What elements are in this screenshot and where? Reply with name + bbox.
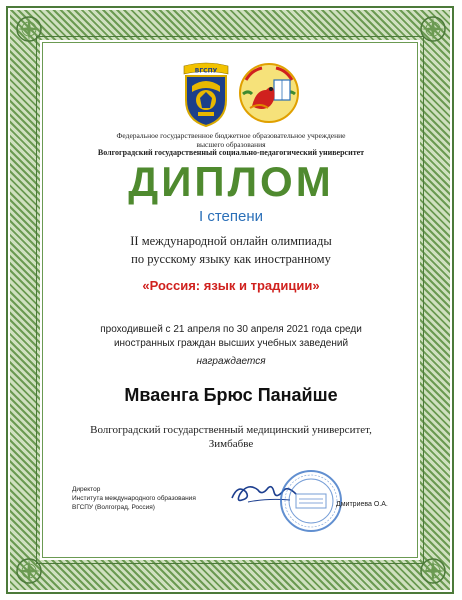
period-line-1: проходившей с 21 апреля по 30 апреля 2021 года среди [100, 324, 362, 335]
olympiad-line-2: по русскому языку как иностранному [131, 252, 331, 266]
university-crest-icon [178, 62, 234, 128]
corner-ornament-icon [12, 554, 46, 588]
corner-ornament-icon [416, 554, 450, 588]
recipient-university-line-2: Зимбабве [208, 438, 254, 450]
official-stamp-icon [278, 468, 344, 534]
signatory-role: Директор [72, 486, 101, 493]
signatory-institute: Института международного образования [72, 495, 196, 502]
olympiad-emblem-icon [238, 60, 300, 126]
awarded-label: награждается [196, 356, 266, 367]
corner-ornament-icon [416, 12, 450, 46]
institution-line-2: высшего образования [196, 140, 266, 149]
signatory-org: ВГСПУ (Волгоград, Россия) [72, 504, 155, 511]
recipient-university-line-1: Волгоградский государственный медицинский университет, [90, 424, 372, 436]
institution-line-1: Федеральное государственное бюджетное образовательное учреждение [116, 131, 346, 140]
crest-banner-text: ВГСПУ [194, 67, 218, 75]
olympiad-theme: «Россия: язык и традиции» [142, 278, 320, 293]
diploma-degree: I степени [198, 208, 263, 225]
olympiad-line-1: II международной онлайн олимпиады [130, 234, 332, 248]
recipient-name: Мваенга Брюс Панайше [124, 385, 338, 405]
institution-name: Волгоградский государственный социально-педагогический университет [97, 148, 365, 157]
diploma-title: ДИПЛОМ [128, 158, 334, 205]
period-line-2: иностранных граждан высших учебных заведений [113, 338, 349, 349]
signatory-block [72, 485, 196, 512]
signatory-name: Дмитриева О.А. [336, 501, 388, 508]
corner-ornament-icon [12, 12, 46, 46]
